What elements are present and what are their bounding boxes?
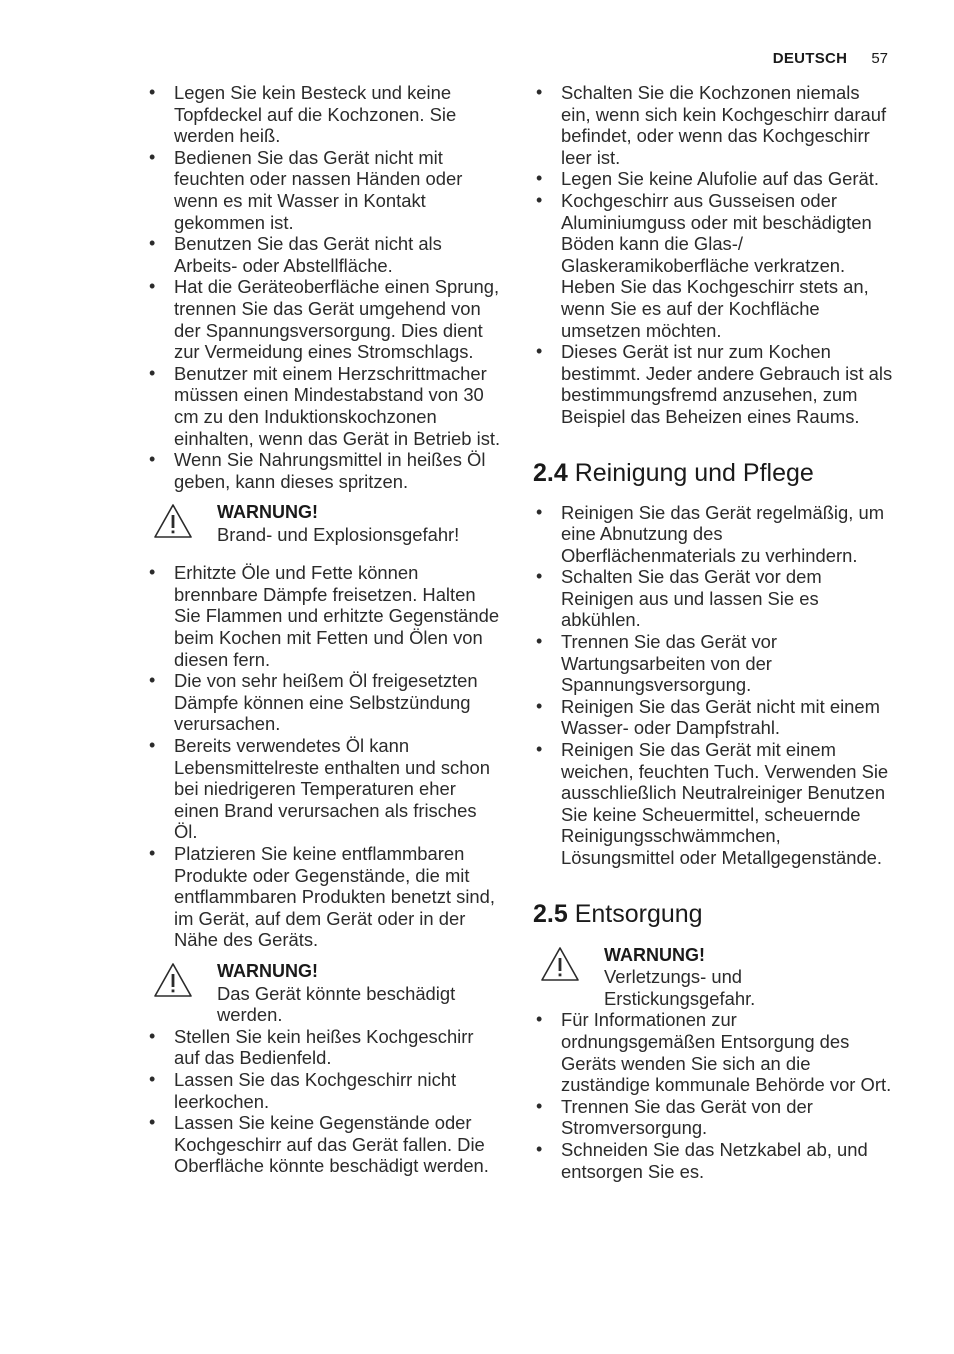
- safety-list-3: [146, 1026, 502, 1177]
- list-item: • Schalten Sie das Gerät vor dem Reinigen aus und lassen Sie es abkühlen.: [536, 566, 822, 631]
- list-item: • Kochgeschirr aus Gusseisen oder Aluminiumguss oder mit beschädigten Böden kann die Glas-/ Glaskeramikoberfläche verkratzen. Heben Sie das Kochgeschirr stets an, wenn Sie es auf der Kochfläche umsetzen möchten.: [536, 189, 872, 341]
- list-item: • Stellen Sie kein heißes Kochgeschirr auf das Bedienfeld.: [149, 1025, 474, 1069]
- list-item: • Lassen Sie keine Gegenstände oder Kochgeschirr auf das Gerät fallen. Die Oberfläche könnte beschädigt werden.: [149, 1112, 489, 1177]
- warning-text: Brand- und Explosionsgefahr!: [217, 523, 460, 545]
- language-label: DEUTSCH: [772, 50, 848, 67]
- list-item: • Trennen Sie das Gerät von der Stromversorgung.: [536, 1095, 813, 1139]
- section-heading-cleaning: [533, 458, 893, 488]
- safety-list-4: [533, 82, 893, 428]
- page-number: 57: [871, 50, 888, 67]
- list-item: • Schalten Sie die Kochzonen niemals ein, wenn sich kein Kochgeschirr darauf befindet, oder wenn das Kochgeschirr leer ist.: [536, 82, 887, 168]
- right-column: [533, 82, 893, 1182]
- left-column: [146, 82, 502, 1177]
- section-heading-disposal: [533, 899, 893, 929]
- list-item: • Bedienen Sie das Gerät nicht mit feuchten oder nassen Händen oder wenn es mit Wasser in Kontakt gekommen ist.: [149, 146, 463, 233]
- warning-triangle-icon: [153, 962, 193, 998]
- warning-box-injury: [533, 945, 893, 1010]
- page-header: [773, 49, 888, 69]
- warning-title: WARNUNG!: [217, 960, 318, 981]
- warning-box-fire: [146, 502, 502, 562]
- safety-list-1: [146, 82, 502, 492]
- warning-triangle-icon: [540, 946, 580, 982]
- warning-text: Verletzungs- und Erstickungsgefahr.: [604, 966, 756, 1009]
- cleaning-list: [533, 502, 893, 869]
- safety-list-2: [146, 562, 502, 951]
- section-title: Entsorgung: [574, 899, 703, 928]
- warning-text: Das Gerät könnte beschädigt werden.: [217, 982, 456, 1026]
- section-number: 2.4: [533, 458, 568, 487]
- list-item: • Legen Sie keine Alufolie auf das Gerät.: [536, 168, 879, 190]
- section-number: 2.5: [533, 899, 568, 928]
- list-item: • Die von sehr heißem Öl freigesetzten Dämpfe können eine Selbstzündung verursachen.: [149, 670, 478, 735]
- list-item: • Bereits verwendetes Öl kann Lebensmittelreste enthalten und schon bei niedrigeren Temperaturen eher einen Brand verursachen als frisches Öl.: [149, 735, 490, 843]
- section-title: Reinigung und Pflege: [574, 458, 814, 487]
- list-item: • Legen Sie kein Besteck und keine Topfdeckel auf die Kochzonen. Sie werden heiß.: [149, 82, 457, 147]
- warning-title: WARNUNG!: [217, 502, 318, 523]
- list-item: • Dieses Gerät ist nur zum Kochen bestimmt. Jeder andere Gebrauch ist als bestimmungsfremd anzusehen, zum Beispiel das Beheizen eines Raums.: [536, 341, 893, 427]
- warning-box-damage: [146, 961, 502, 1026]
- list-item: • Wenn Sie Nahrungsmittel in heißes Öl geben, kann dieses spritzen.: [149, 449, 486, 492]
- disposal-list: [533, 1009, 893, 1182]
- list-item: • Reinigen Sie das Gerät nicht mit einem Wasser- oder Dampfstrahl.: [536, 695, 880, 739]
- list-item: • Hat die Geräteoberfläche einen Sprung, trennen Sie das Gerät umgehend von der Spannungsversorgung. Dies dient zur Vermeidung eines Stromschlags.: [149, 276, 500, 363]
- list-item: • Für Informationen zur ordnungsgemäßen Entsorgung des Geräts wenden Sie sich an die zuständige kommunale Behörde vor Ort.: [536, 1009, 892, 1096]
- warning-title: WARNUNG!: [604, 944, 705, 965]
- list-item: • Reinigen Sie das Gerät mit einem weichen, feuchten Tuch. Verwenden Sie ausschließlich Neutralreiniger Benutzen Sie keine Scheuermittel, scheuernde Reinigungsschwämmchen, Lösungsmittel oder Metallgegenstände.: [536, 739, 889, 868]
- list-item: • Benutzer mit einem Herzschrittmacher müssen einen Mindestabstand von 30 cm zu den Induktionskochzonen einhalten, wenn das Gerät in Betrieb ist.: [149, 362, 501, 449]
- warning-triangle-icon: [153, 503, 193, 539]
- list-item: • Benutzen Sie das Gerät nicht als Arbeits- oder Abstellfläche.: [149, 233, 442, 276]
- list-item: • Lassen Sie das Kochgeschirr nicht leerkochen.: [149, 1068, 457, 1112]
- list-item: • Trennen Sie das Gerät vor Wartungsarbeiten von der Spannungsversorgung.: [536, 631, 778, 696]
- list-item: • Schneiden Sie das Netzkabel ab, und entsorgen Sie es.: [536, 1138, 868, 1182]
- list-item: • Platzieren Sie keine entflammbaren Produkte oder Gegenstände, die mit entflammbaren Produkten benetzt sind, im Gerät, auf dem Gerät oder in der Nähe des Geräts.: [149, 843, 496, 951]
- list-item: • Reinigen Sie das Gerät regelmäßig, um eine Abnutzung des Oberflächenmaterials zu verhindern.: [536, 501, 885, 566]
- list-item: • Erhitzte Öle und Fette können brennbare Dämpfe freisetzen. Halten Sie Flammen und erhitzte Gegenstände beim Kochen mit Fetten und Ölen von diesen fern.: [149, 562, 500, 670]
